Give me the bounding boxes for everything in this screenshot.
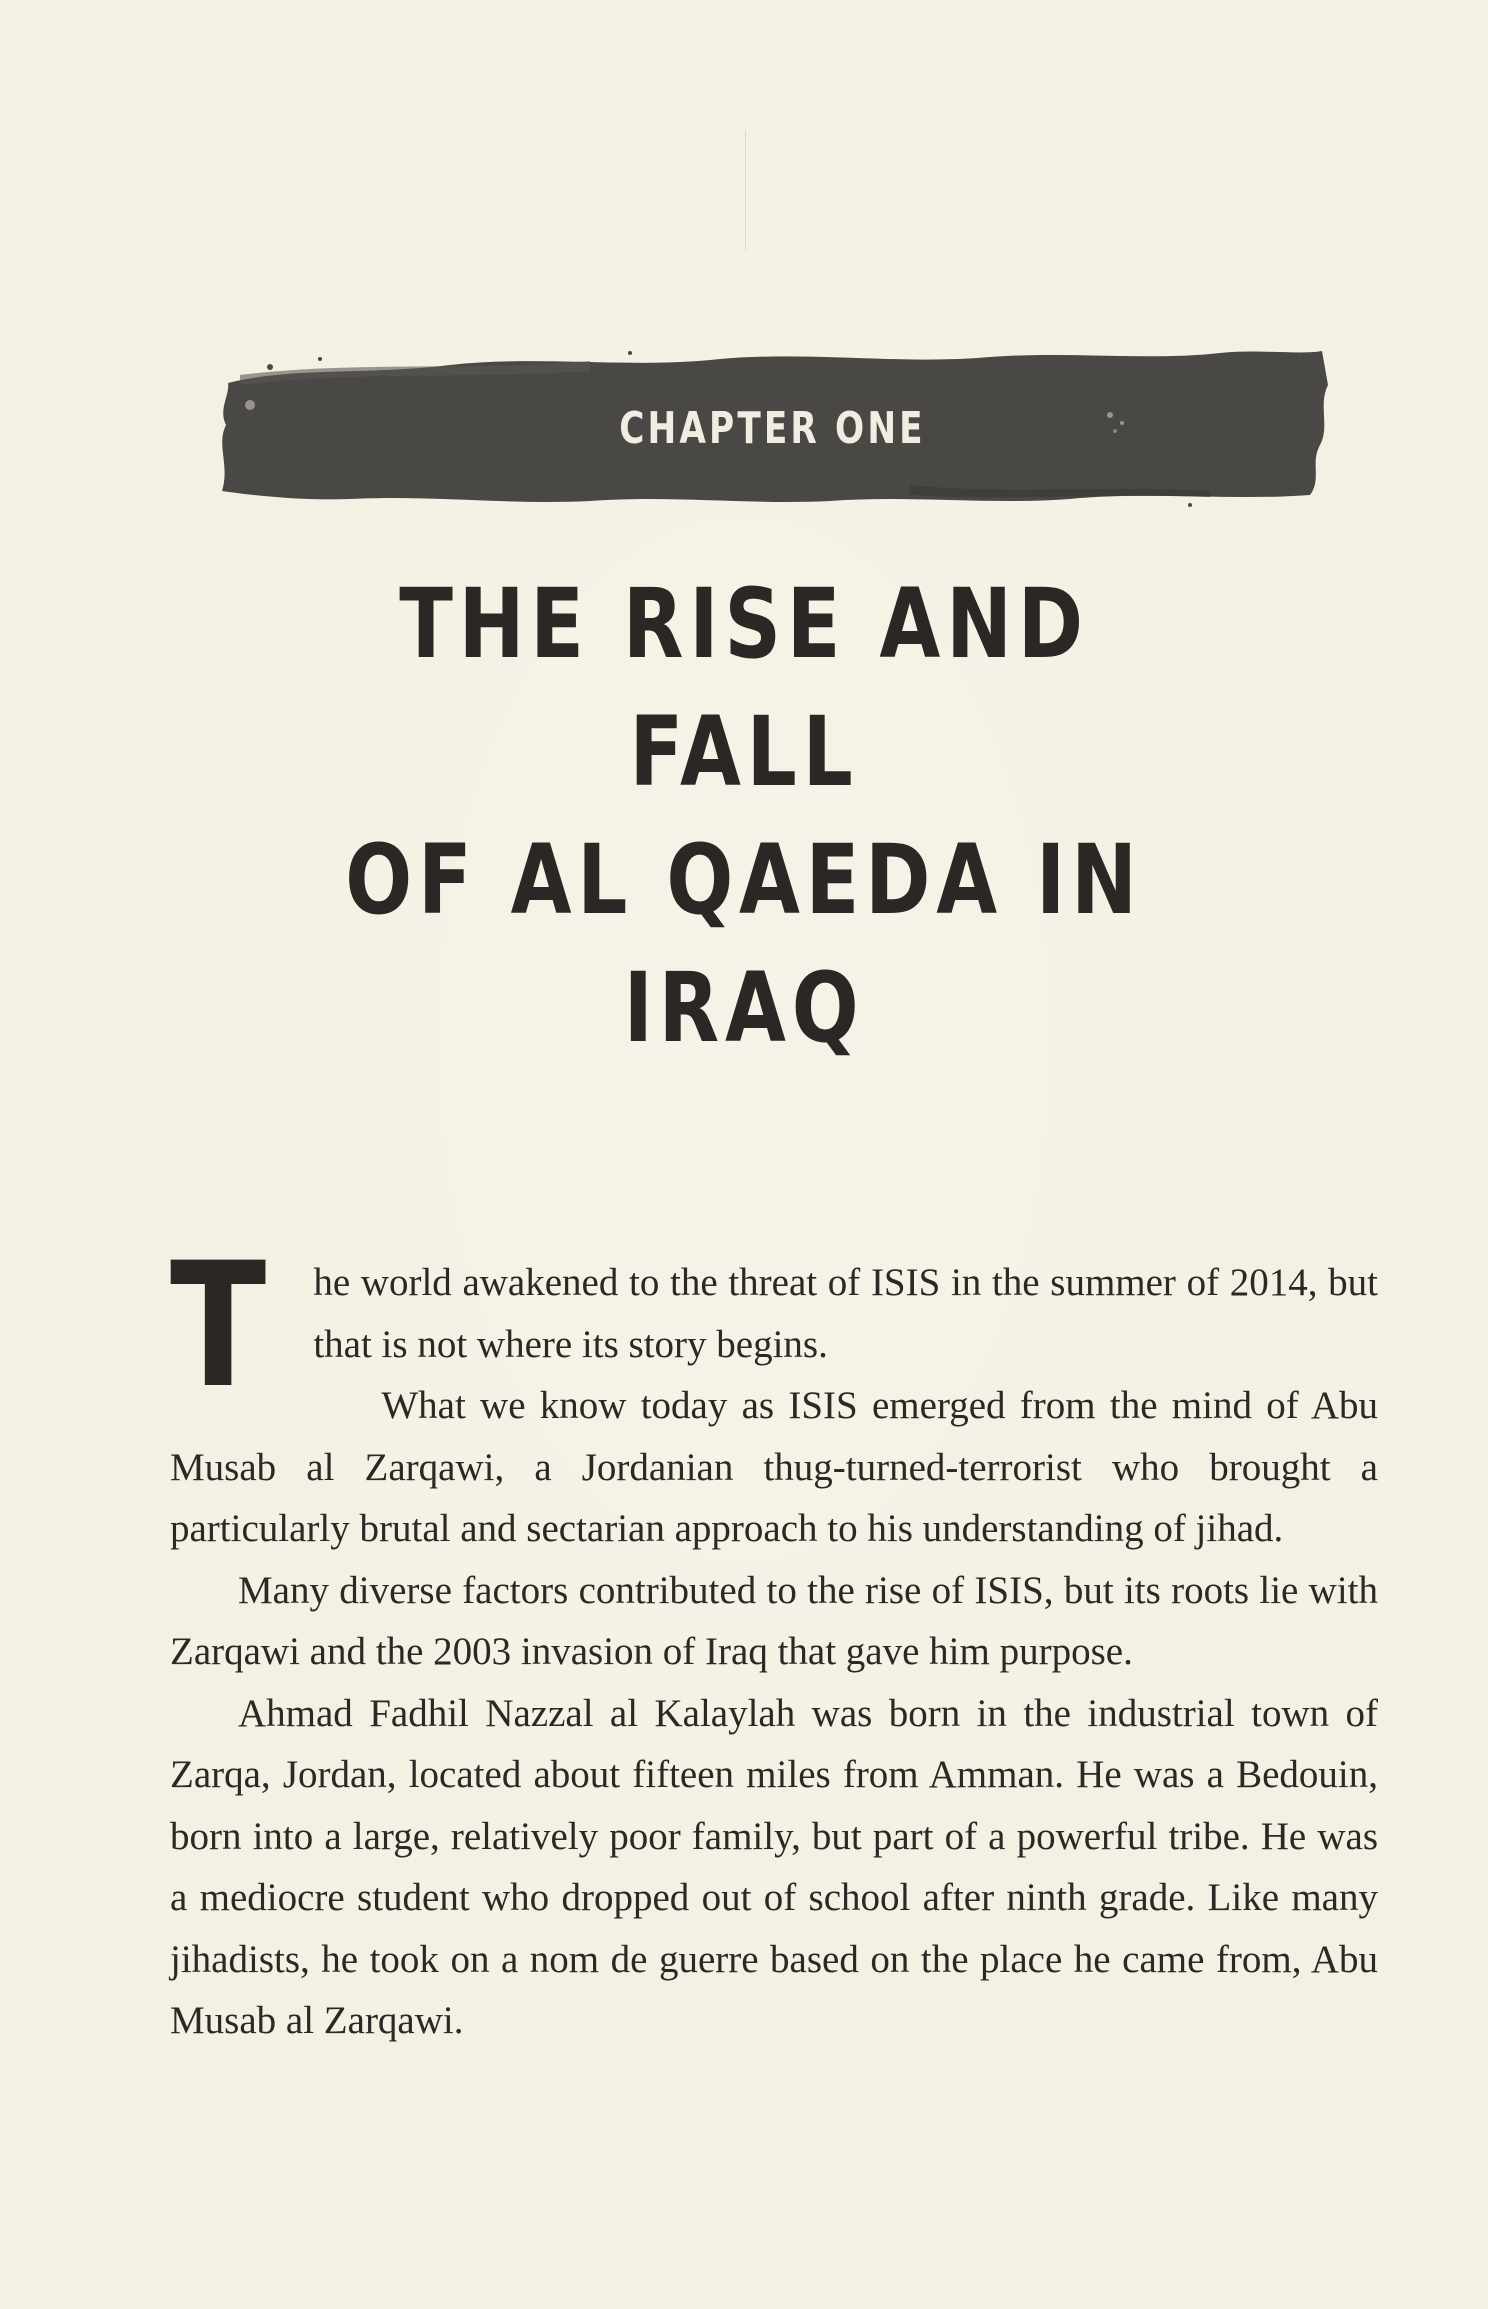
chapter-body [170,1225,1378,2052]
page-crease [745,130,746,250]
paragraph-2: What we know today as ISIS emerged from the mind of Abu Musab al Zarqawi, a Jordanian thug-turned-terrorist who brought a particularly brutal and sectarian approach to his understanding of jihad. [170,1384,1378,1550]
drop-cap: T [170,1225,267,1426]
paragraph-4: Ahmad Fadhil Nazzal al Kalaylah was born in the industrial town of Zarqa, Jordan, located about fifteen miles from Amman. He was a Bedouin, born into a large, relatively poor family, but part of a powerful tribe. He was a mediocre student who dropped out of school after ninth grade. Like many jihadists, he took on a nom de guerre based on the place he came from, Abu Musab al Zarqawi. [170,1691,1378,2042]
chapter-banner [210,345,1335,507]
paragraph-1-text: he world awakened to the threat of ISIS in the summer of 2014, but that is not where its story begins. [313,1261,1378,1366]
paragraph-3: Many diverse factors contributed to the rise of ISIS, but its roots lie with Zarqawi and the 2003 invasion of Iraq that gave him purpose. [170,1568,1378,1673]
paragraph-1 [170,1225,1378,1426]
chapter-title-line-2: OF AL QAEDA IN IRAQ [345,824,1143,1064]
chapter-title [298,560,1190,1072]
chapter-label: CHAPTER ONE [619,403,926,454]
chapter-title-line-1: THE RISE AND FALL [399,568,1089,808]
